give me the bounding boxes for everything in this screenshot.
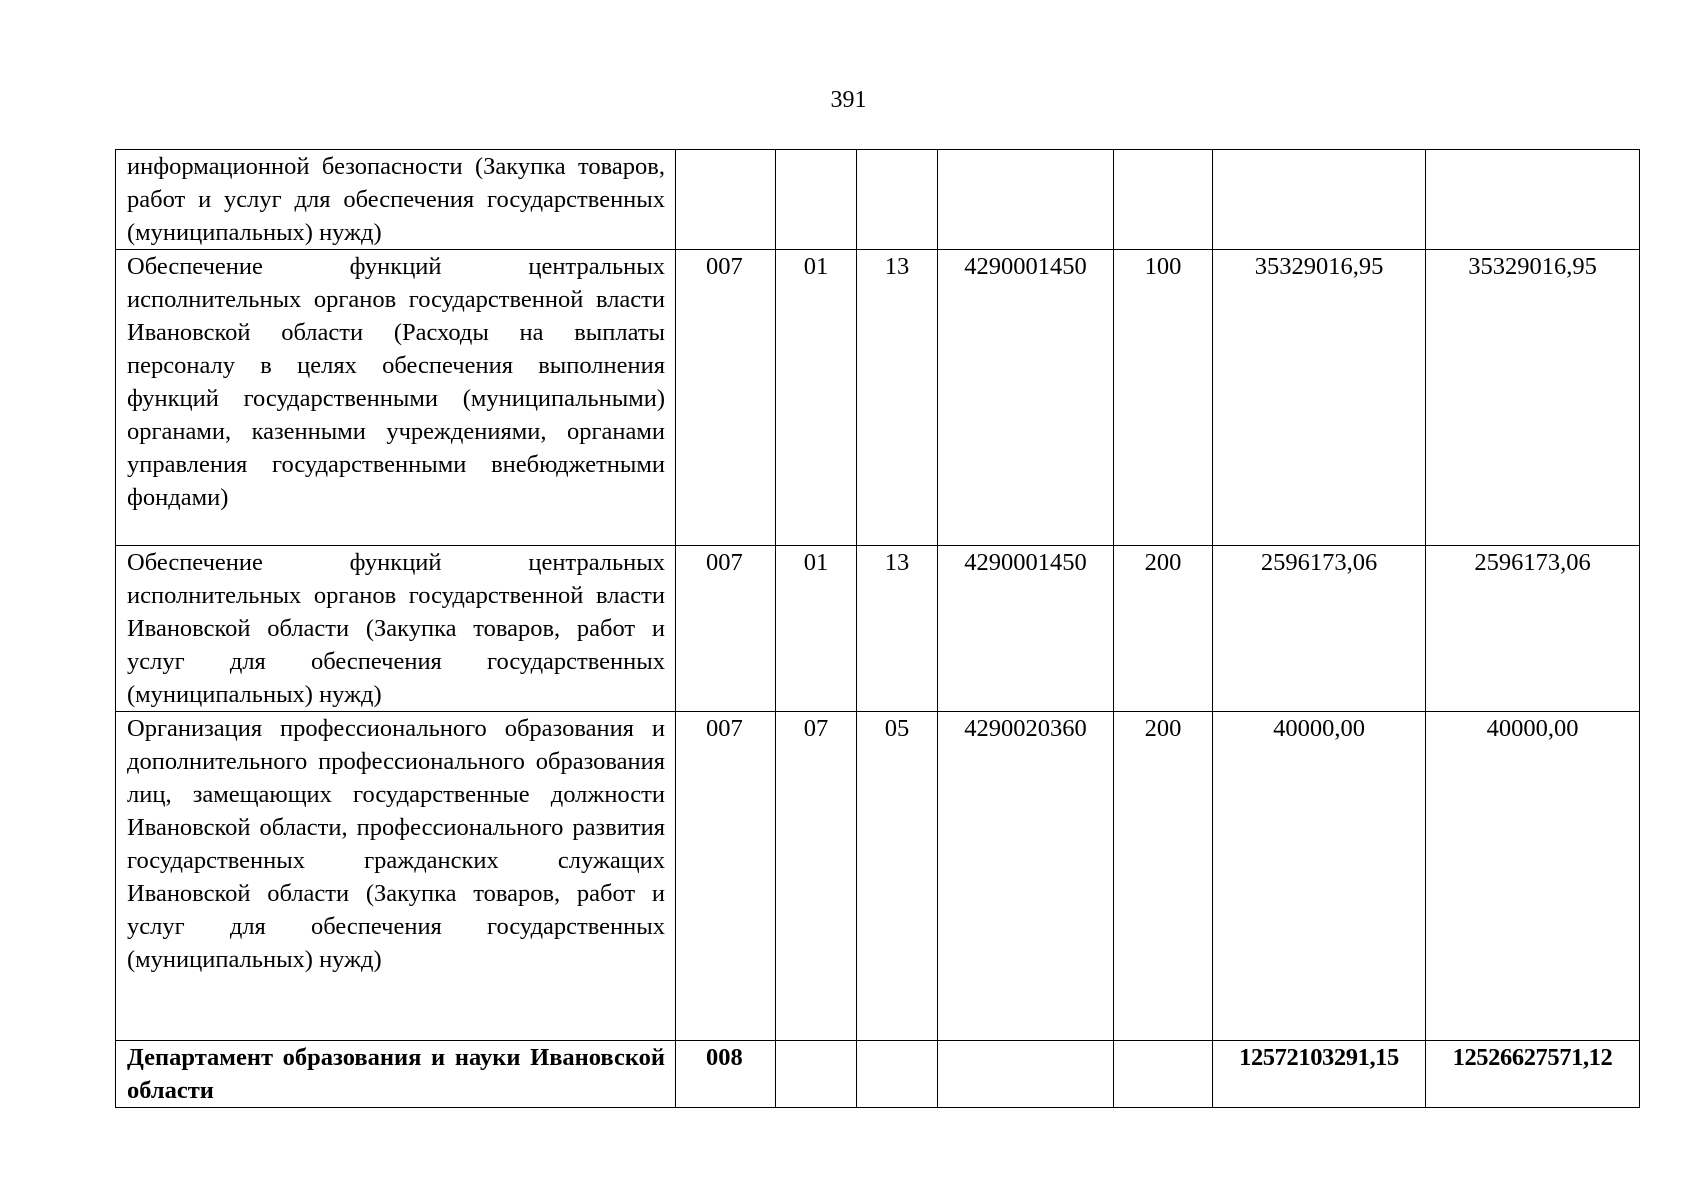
ministry-code: 007 <box>676 546 776 712</box>
expense-type-code <box>1114 150 1213 250</box>
budget-table <box>115 149 1640 1108</box>
row-description: Обеспечение функций центральных исполнительных органов государственной власти Ивановской области (Расходы на выплаты персоналу в целях обеспечения выполнения функций государственными (муниципальными) органами, казенными учреждениями, органами управления государственными внебюджетными фондами) <box>116 250 676 546</box>
target-article-code <box>938 1041 1114 1108</box>
row-description: Организация профессионального образования и дополнительного профессионального образования лиц, замещающих государственные должности Ивановской области, профессионального развития государственных гражданских служащих Ивановской области (Закупка товаров, работ и услуг для обеспечения государственных (муниципальных) нужд) <box>116 712 676 1041</box>
page-number: 391 <box>830 87 867 113</box>
target-article-code: 4290001450 <box>938 546 1114 712</box>
section-code: 07 <box>776 712 857 1041</box>
ministry-code <box>676 150 776 250</box>
expense-type-code: 100 <box>1114 250 1213 546</box>
target-article-code <box>938 150 1114 250</box>
expense-type-code: 200 <box>1114 546 1213 712</box>
subsection-code <box>857 150 938 250</box>
subsection-code <box>857 1041 938 1108</box>
ministry-code: 007 <box>676 250 776 546</box>
target-article-code: 4290001450 <box>938 250 1114 546</box>
expense-type-code <box>1114 1041 1213 1108</box>
amount-year-1 <box>1213 150 1426 250</box>
amount-year-2: 2596173,06 <box>1426 546 1640 712</box>
row-description: информационной безопасности (Закупка товаров, работ и услуг для обеспечения государственных (муниципальных) нужд) <box>116 150 676 250</box>
row-description: Департамент образования и науки Ивановской области <box>116 1041 676 1108</box>
section-code <box>776 150 857 250</box>
table-row <box>116 546 1640 712</box>
amount-year-1: 40000,00 <box>1213 712 1426 1041</box>
amount-year-1: 2596173,06 <box>1213 546 1426 712</box>
section-code <box>776 1041 857 1108</box>
expense-type-code: 200 <box>1114 712 1213 1041</box>
table-row <box>116 250 1640 546</box>
subsection-code: 05 <box>857 712 938 1041</box>
table-row <box>116 712 1640 1041</box>
amount-year-2: 35329016,95 <box>1426 250 1640 546</box>
table-row-department-total <box>116 1041 1640 1108</box>
ministry-code: 008 <box>676 1041 776 1108</box>
amount-year-2 <box>1426 150 1640 250</box>
ministry-code: 007 <box>676 712 776 1041</box>
amount-year-2: 40000,00 <box>1426 712 1640 1041</box>
amount-year-1: 12572103291,15 <box>1213 1041 1426 1108</box>
amount-year-1: 35329016,95 <box>1213 250 1426 546</box>
row-description: Обеспечение функций центральных исполнительных органов государственной власти Ивановской области (Закупка товаров, работ и услуг для обеспечения государственных (муниципальных) нужд) <box>116 546 676 712</box>
subsection-code: 13 <box>857 250 938 546</box>
target-article-code: 4290020360 <box>938 712 1114 1041</box>
section-code: 01 <box>776 546 857 712</box>
amount-year-2: 12526627571,12 <box>1426 1041 1640 1108</box>
subsection-code: 13 <box>857 546 938 712</box>
table-row <box>116 150 1640 250</box>
section-code: 01 <box>776 250 857 546</box>
